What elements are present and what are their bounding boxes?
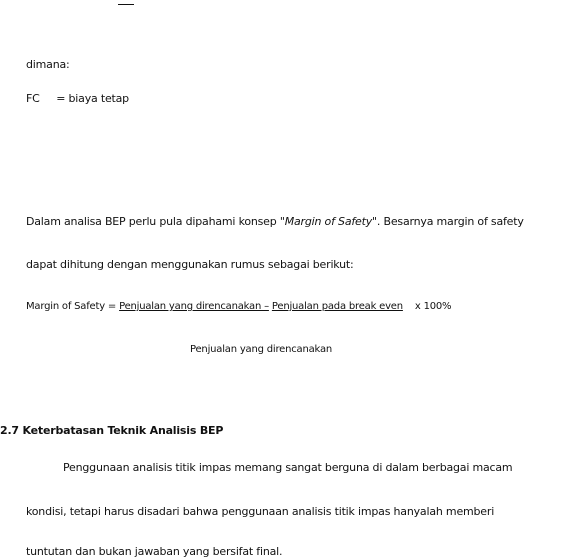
- formula-denominator: Penjualan yang direncanakan: [190, 344, 333, 355]
- dimana-label: dimana:: [26, 58, 70, 71]
- formula-numerator-a: Penjualan yang direncanakan –: [119, 301, 269, 312]
- formula-numerator-b: Penjualan pada break even: [271, 301, 403, 312]
- section-heading: 2.7 Keterbatasan Teknik Analisis BEP: [0, 424, 224, 437]
- paragraph-1-line-1-text-b: ". Besarnya margin of safety: [372, 215, 524, 228]
- paragraph-2-line-2: kondisi, tetapi harus disadari bahwa penggunaan analisis titik impas hanyalah memberi: [26, 505, 495, 518]
- paragraph-2-line-1: Penggunaan analisis titik impas memang sangat berguna di dalam berbagai macam: [63, 461, 513, 474]
- fc-definition-line: [26, 92, 129, 106]
- paragraph-1-line-1-text-a: Dalam analisa BEP perlu pula dipahami konsep ": [26, 215, 285, 228]
- formula-lhs: Margin of Safety =: [26, 301, 117, 312]
- margin-of-safety-term: Margin of Safety: [284, 215, 373, 228]
- fc-term: FC: [26, 92, 40, 105]
- fraction-rule-fragment: [118, 4, 134, 5]
- formula-multiplier: x 100%: [414, 301, 452, 312]
- paragraph-1-line-1: [26, 215, 524, 229]
- paragraph-1-line-2: dapat dihitung dengan menggunakan rumus sebagai berikut:: [26, 258, 354, 271]
- formula-line: [26, 300, 451, 314]
- paragraph-2-line-3: tuntutan dan bukan jawaban yang bersifat final.: [26, 545, 283, 558]
- fc-definition: = biaya tetap: [56, 92, 129, 105]
